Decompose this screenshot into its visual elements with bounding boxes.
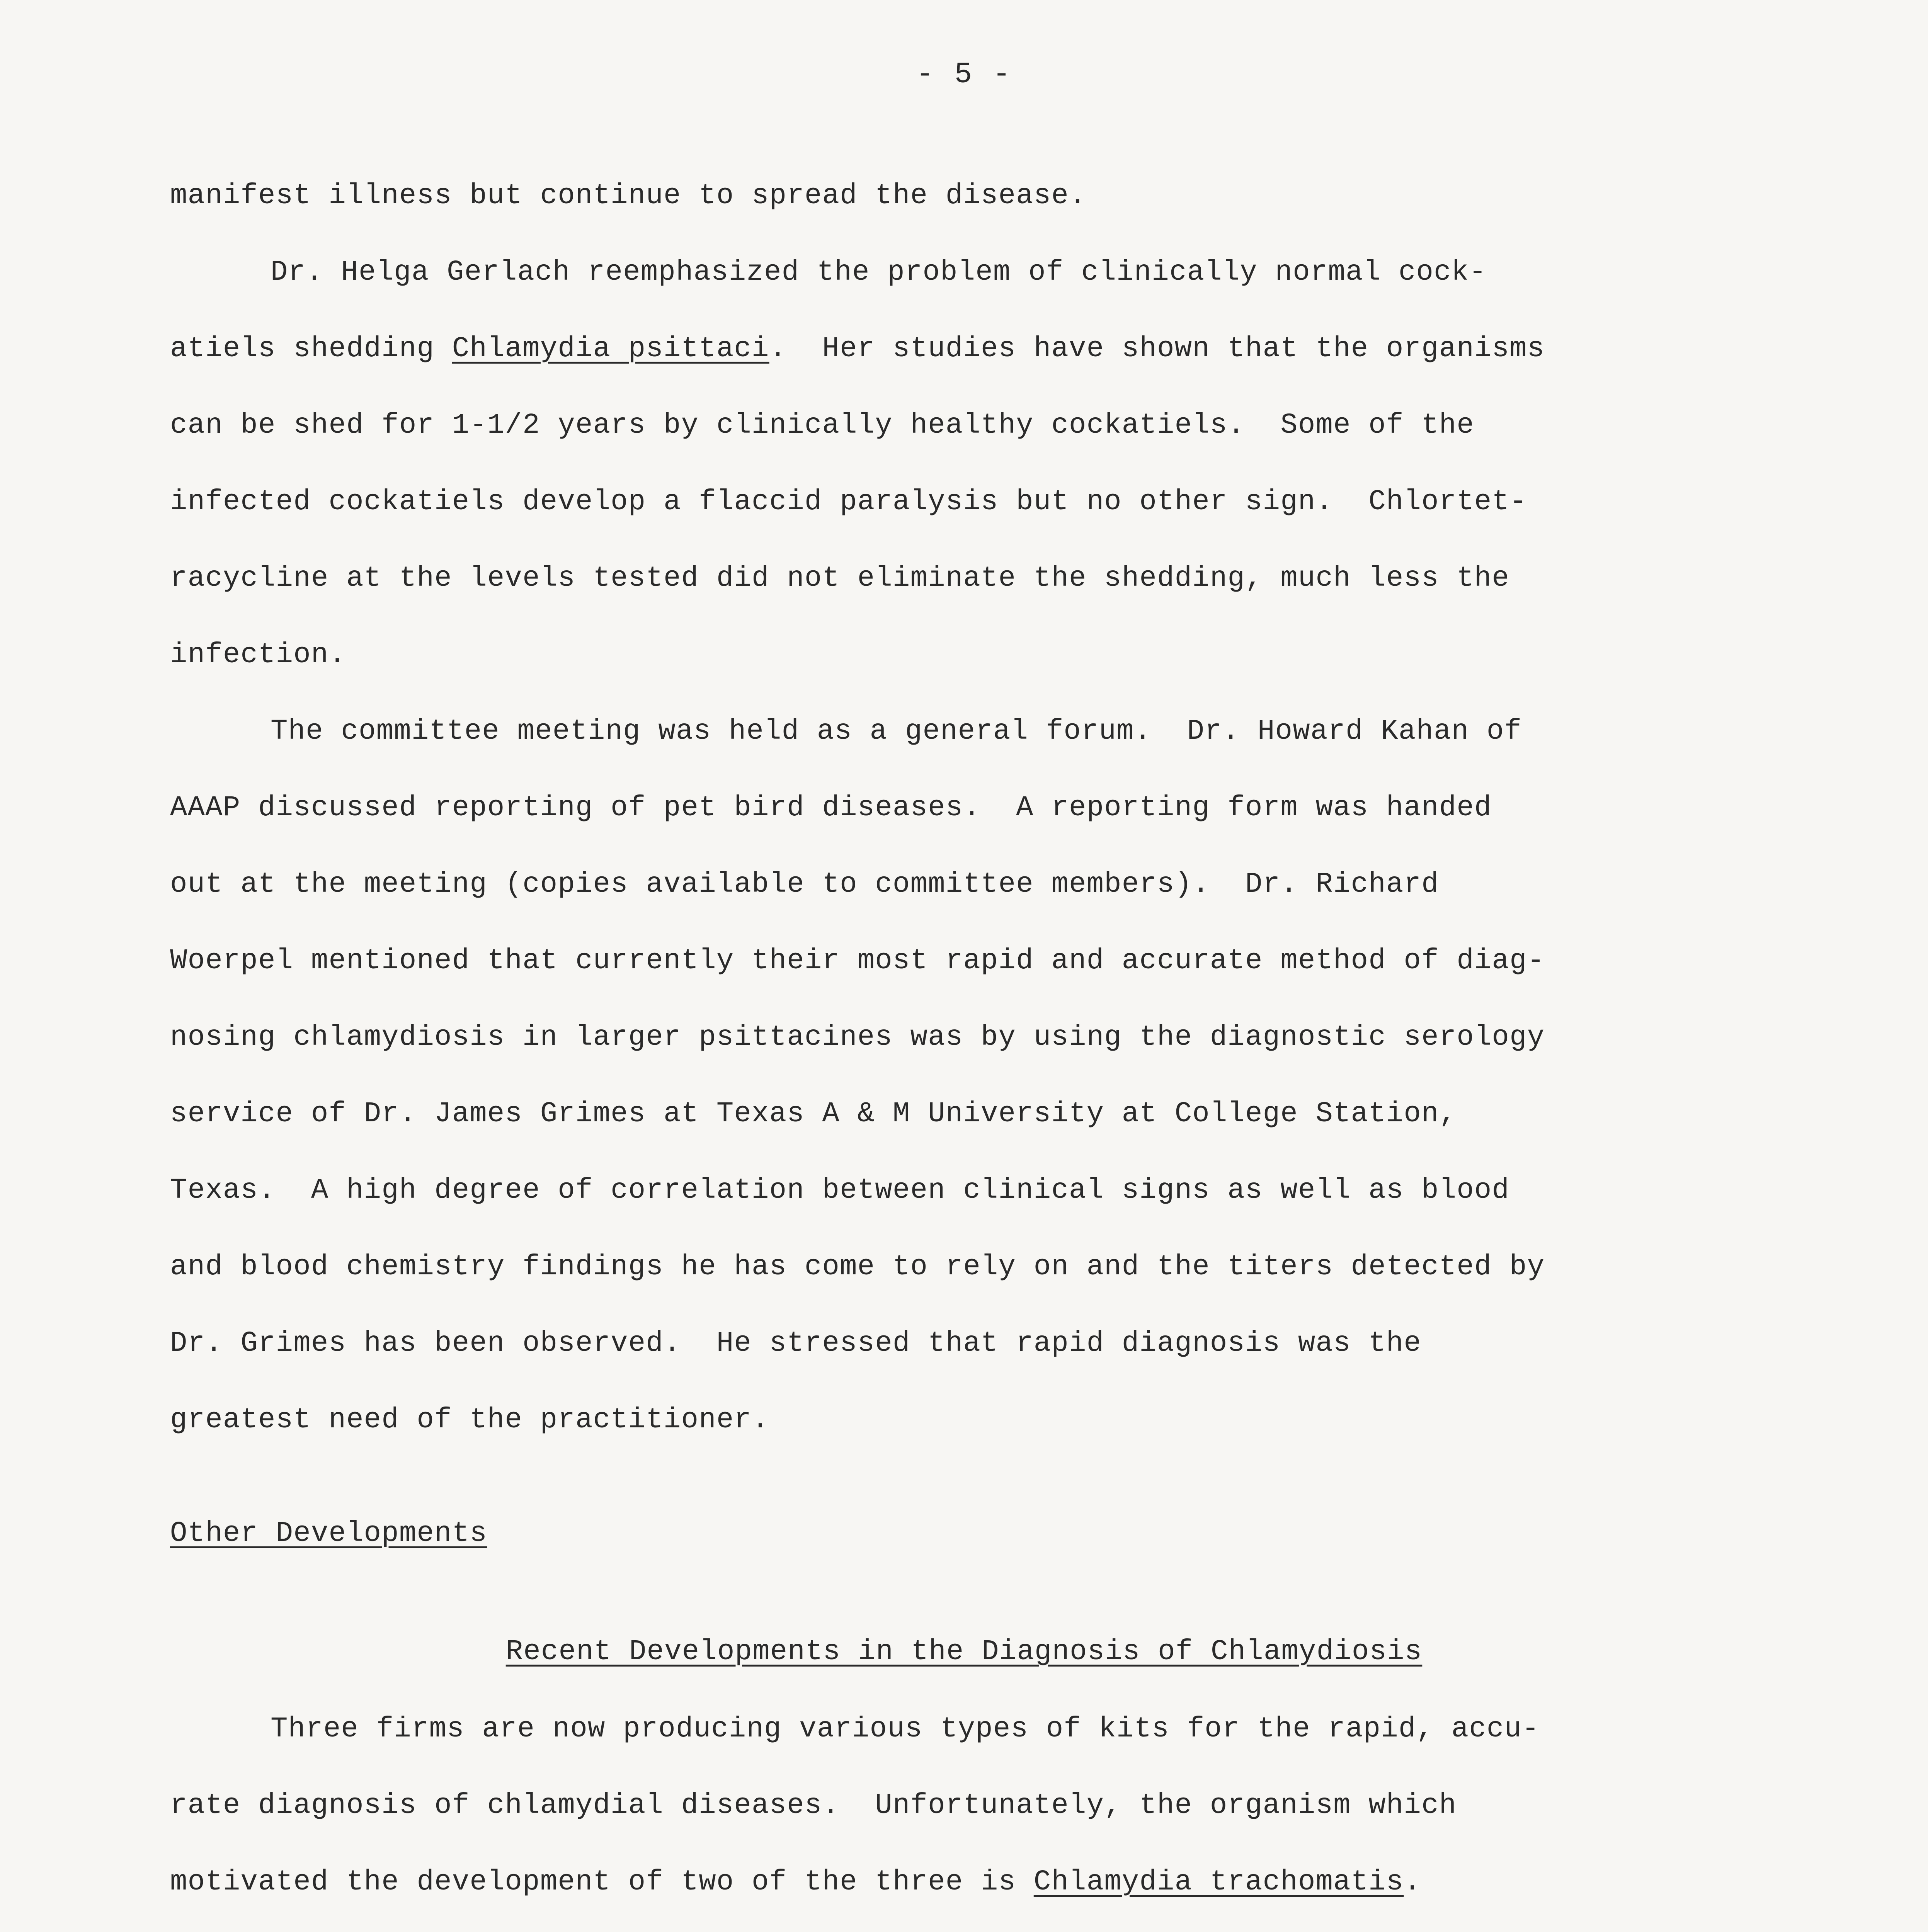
subsection-heading-text: Recent Developments in the Diagnosis of Chlamydiosis bbox=[505, 1636, 1423, 1668]
text-line: infection. bbox=[170, 639, 347, 671]
text-line: service of Dr. James Grimes at Texas A & M University at College Station, bbox=[170, 1098, 1457, 1130]
text-segment: . Her studies have shown that the organisms bbox=[769, 333, 1545, 365]
subsection-heading bbox=[0, 1638, 1928, 1666]
text-line: manifest illness but continue to spread the disease. bbox=[170, 180, 1087, 212]
text-line: The committee meeting was held as a general forum. Dr. Howard Kahan of bbox=[271, 715, 1522, 748]
text-line: rate diagnosis of chlamydial diseases. Unfortunately, the organism which bbox=[170, 1789, 1457, 1822]
text-line: Dr. Helga Gerlach reemphasized the problem of clinically normal cock- bbox=[271, 256, 1487, 289]
text-segment: motivated the development of two of the three is bbox=[170, 1866, 1034, 1898]
text-line: infected cockatiels develop a flaccid paralysis but no other sign. Chlortet- bbox=[170, 486, 1527, 518]
text-line: racycline at the levels tested did not eliminate the shedding, much less the bbox=[170, 562, 1510, 595]
text-line bbox=[170, 1868, 1421, 1896]
text-segment: atiels shedding bbox=[170, 333, 452, 365]
text-segment: . bbox=[1404, 1866, 1422, 1898]
species-name: Chlamydia psittaci bbox=[452, 333, 769, 365]
text-line: can be shed for 1-1/2 years by clinically healthy cockatiels. Some of the bbox=[170, 409, 1474, 442]
text-line: Woerpel mentioned that currently their most rapid and accurate method of diag- bbox=[170, 945, 1545, 977]
species-name: Chlamydia trachomatis bbox=[1033, 1866, 1404, 1898]
text-line: greatest need of the practitioner. bbox=[170, 1404, 769, 1436]
text-line bbox=[170, 335, 1545, 363]
page-number: - 5 - bbox=[916, 58, 1012, 91]
text-line: AAAP discussed reporting of pet bird diseases. A reporting form was handed bbox=[170, 792, 1492, 824]
section-heading: Other Developments bbox=[170, 1517, 487, 1550]
text-line: Texas. A high degree of correlation between clinical signs as well as blood bbox=[170, 1174, 1510, 1207]
text-line: out at the meeting (copies available to committee members). Dr. Richard bbox=[170, 868, 1439, 901]
text-line: nosing chlamydiosis in larger psittacines was by using the diagnostic serology bbox=[170, 1021, 1545, 1054]
text-line: Dr. Grimes has been observed. He stressed that rapid diagnosis was the bbox=[170, 1327, 1422, 1360]
text-line: and blood chemistry findings he has come to rely on and the titers detected by bbox=[170, 1251, 1545, 1283]
text-line: Three firms are now producing various types of kits for the rapid, accu- bbox=[271, 1713, 1540, 1745]
